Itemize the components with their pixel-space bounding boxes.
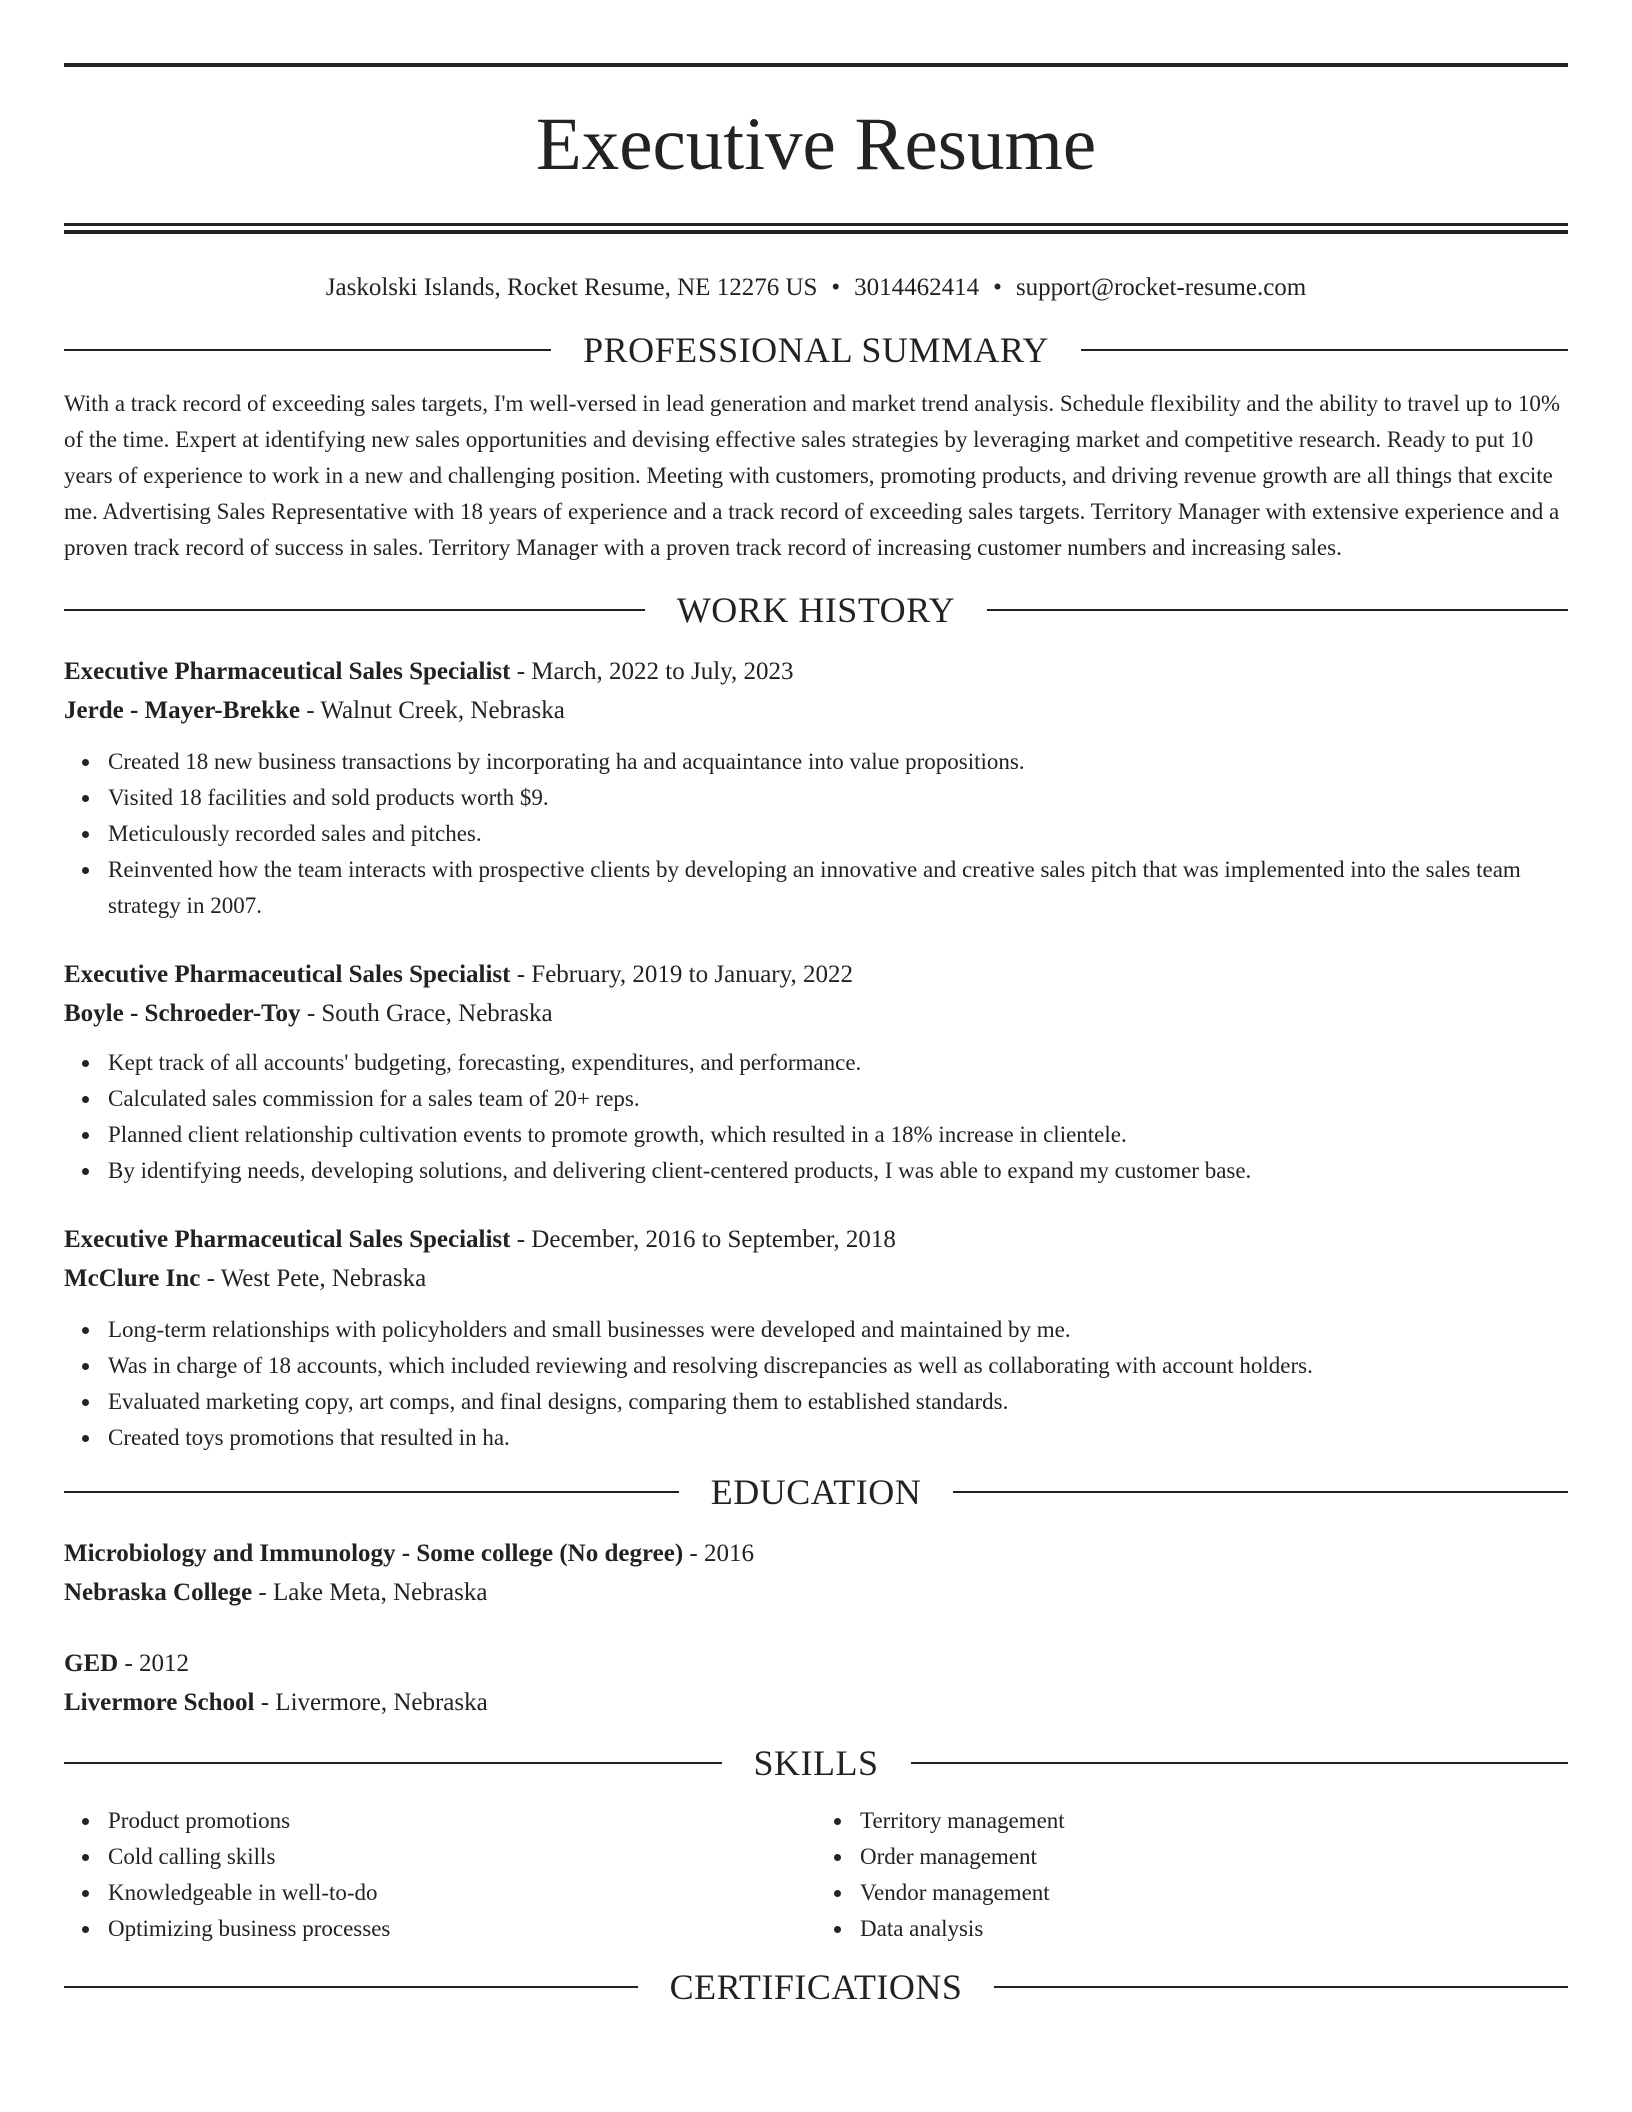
school-location: - Lake Meta, Nebraska (252, 1579, 488, 1606)
title-double-rule (64, 223, 1568, 234)
school: Nebraska College (64, 1579, 253, 1606)
job-title: Executive Pharmaceutical Sales Specialist (64, 1226, 511, 1253)
school: Livermore School (64, 1689, 255, 1716)
list-item: Calculated sales commission for a sales team of 20+ reps. (108, 1081, 1568, 1117)
resume-page (64, 0, 1568, 2009)
job-company-line (64, 691, 1568, 730)
section-title: PROFESSIONAL SUMMARY (583, 330, 1049, 370)
section-title: EDUCATION (710, 1472, 922, 1512)
job-dates: - February, 2019 to January, 2022 (510, 961, 853, 988)
skills-column-left (64, 1803, 816, 1947)
skill-item: Product promotions (108, 1803, 816, 1839)
skill-item: Order management (860, 1839, 1568, 1875)
section-heading-skills (64, 1741, 1568, 1785)
job-title: Executive Pharmaceutical Sales Specialist (64, 961, 511, 988)
list-item: Planned client relationship cultivation events to promote growth, which resulted in a 18% increase in clientele. (108, 1117, 1568, 1153)
top-rule (64, 63, 1568, 67)
list-item: Long-term relationships with policyholders and small businesses were developed and maintained by me. (108, 1312, 1568, 1348)
list-item: Was in charge of 18 accounts, which included reviewing and resolving discrepancies as well as collaborating with account holders. (108, 1348, 1568, 1384)
skill-item: Optimizing business processes (108, 1911, 816, 1947)
degree: GED (64, 1650, 119, 1677)
skills-grid (64, 1803, 1568, 1947)
contact-email: support@rocket-resume.com (1015, 274, 1307, 301)
education-entry (64, 1644, 1568, 1722)
document-title: Executive Resume (535, 103, 1097, 186)
education-entry (64, 1534, 1568, 1612)
job-location: - West Pete, Nebraska (200, 1265, 427, 1292)
contact-phone: 3014462414 (854, 274, 980, 301)
heading-rule (994, 1986, 1568, 1988)
list-item: Kept track of all accounts' budgeting, forecasting, expenditures, and performance. (108, 1045, 1568, 1081)
skills-column-right (816, 1803, 1568, 1947)
skill-item: Territory management (860, 1803, 1568, 1839)
list-item: By identifying needs, developing solutions, and delivering client-centered products, I was able to expand my customer base. (108, 1153, 1568, 1189)
section-heading-work-history (64, 588, 1568, 632)
section-title: WORK HISTORY (676, 590, 956, 630)
heading-rule (64, 1986, 638, 1988)
contact-separator: • (993, 274, 1002, 301)
skill-item: Cold calling skills (108, 1839, 816, 1875)
graduation-year: - 2016 (683, 1540, 754, 1567)
list-item: Meticulously recorded sales and pitches. (108, 816, 1568, 852)
job-bullets (64, 1045, 1568, 1189)
list-item: Visited 18 facilities and sold products worth $9. (108, 780, 1568, 816)
degree-line (64, 1534, 1568, 1573)
job-title-line (64, 652, 1568, 691)
graduation-year: - 2012 (118, 1650, 190, 1677)
job-entry (64, 1220, 1568, 1456)
job-location: - South Grace, Nebraska (300, 1000, 553, 1027)
job-dates: - March, 2022 to July, 2023 (510, 658, 794, 685)
skill-item: Data analysis (860, 1911, 1568, 1947)
job-title-line (64, 955, 1568, 994)
job-title-line (64, 1220, 1568, 1259)
job-entry (64, 652, 1568, 924)
section-heading-education (64, 1470, 1568, 1514)
school-location: - Livermore, Nebraska (254, 1689, 488, 1716)
summary-text: With a track record of exceeding sales targets, I'm well-versed in lead generation and market trend analysis. Schedule flexibility and the ability to travel up to 10% of the time. Expert at identifying new sales opportunities and devising effective sales strategies by leveraging market and competitive research. Ready to put 10 years of experience to work in a new and challenging position. Meeting with customers, promoting products, and driving revenue growth are all things that excite me. Advertising Sales Representative with 18 years of experience and a track record of exceeding sales targets. Territory Manager with extensive experience and a proven track record of success in sales. Territory Manager with a proven track record of increasing customer numbers and increasing sales. (64, 391, 1561, 560)
skill-item: Knowledgeable in well-to-do (108, 1875, 816, 1911)
job-title: Executive Pharmaceutical Sales Specialist (64, 658, 511, 685)
job-company: Boyle - Schroeder-Toy (64, 1000, 301, 1027)
job-location: - Walnut Creek, Nebraska (300, 697, 565, 724)
job-company: Jerde - Mayer-Brekke (64, 697, 301, 724)
job-bullets (64, 1312, 1568, 1456)
heading-rule (64, 1491, 679, 1493)
list-item: Created toys promotions that resulted in ha. (108, 1420, 1568, 1456)
section-heading-summary (64, 328, 1568, 372)
school-line (64, 1683, 1568, 1722)
skill-item: Vendor management (860, 1875, 1568, 1911)
section-heading-certifications (64, 1965, 1568, 2009)
job-entry (64, 955, 1568, 1189)
section-title: CERTIFICATIONS (669, 1967, 963, 2007)
section-title: SKILLS (753, 1743, 879, 1783)
heading-rule (64, 609, 645, 611)
heading-rule (953, 1491, 1568, 1493)
job-bullets (64, 744, 1568, 924)
contact-line (64, 271, 1568, 305)
heading-rule (64, 349, 551, 351)
school-line (64, 1573, 1568, 1612)
job-company-line (64, 994, 1568, 1033)
contact-address: Jaskolski Islands, Rocket Resume, NE 12276 US (325, 274, 818, 301)
contact-separator: • (831, 274, 841, 301)
list-item: Reinvented how the team interacts with prospective clients by developing an innovative and creative sales pitch that was implemented into the sales team strategy in 2007. (108, 852, 1568, 924)
heading-rule (64, 1762, 722, 1764)
job-company: McClure Inc (64, 1265, 201, 1292)
heading-rule (911, 1762, 1569, 1764)
list-item: Created 18 new business transactions by incorporating ha and acquaintance into value propositions. (108, 744, 1568, 780)
job-company-line (64, 1259, 1568, 1298)
job-dates: - December, 2016 to September, 2018 (510, 1226, 896, 1253)
heading-rule (1081, 349, 1568, 351)
list-item: Evaluated marketing copy, art comps, and final designs, comparing them to established standards. (108, 1384, 1568, 1420)
heading-rule (987, 609, 1568, 611)
degree: Microbiology and Immunology - Some college (No degree) (64, 1540, 684, 1567)
degree-line (64, 1644, 1568, 1683)
